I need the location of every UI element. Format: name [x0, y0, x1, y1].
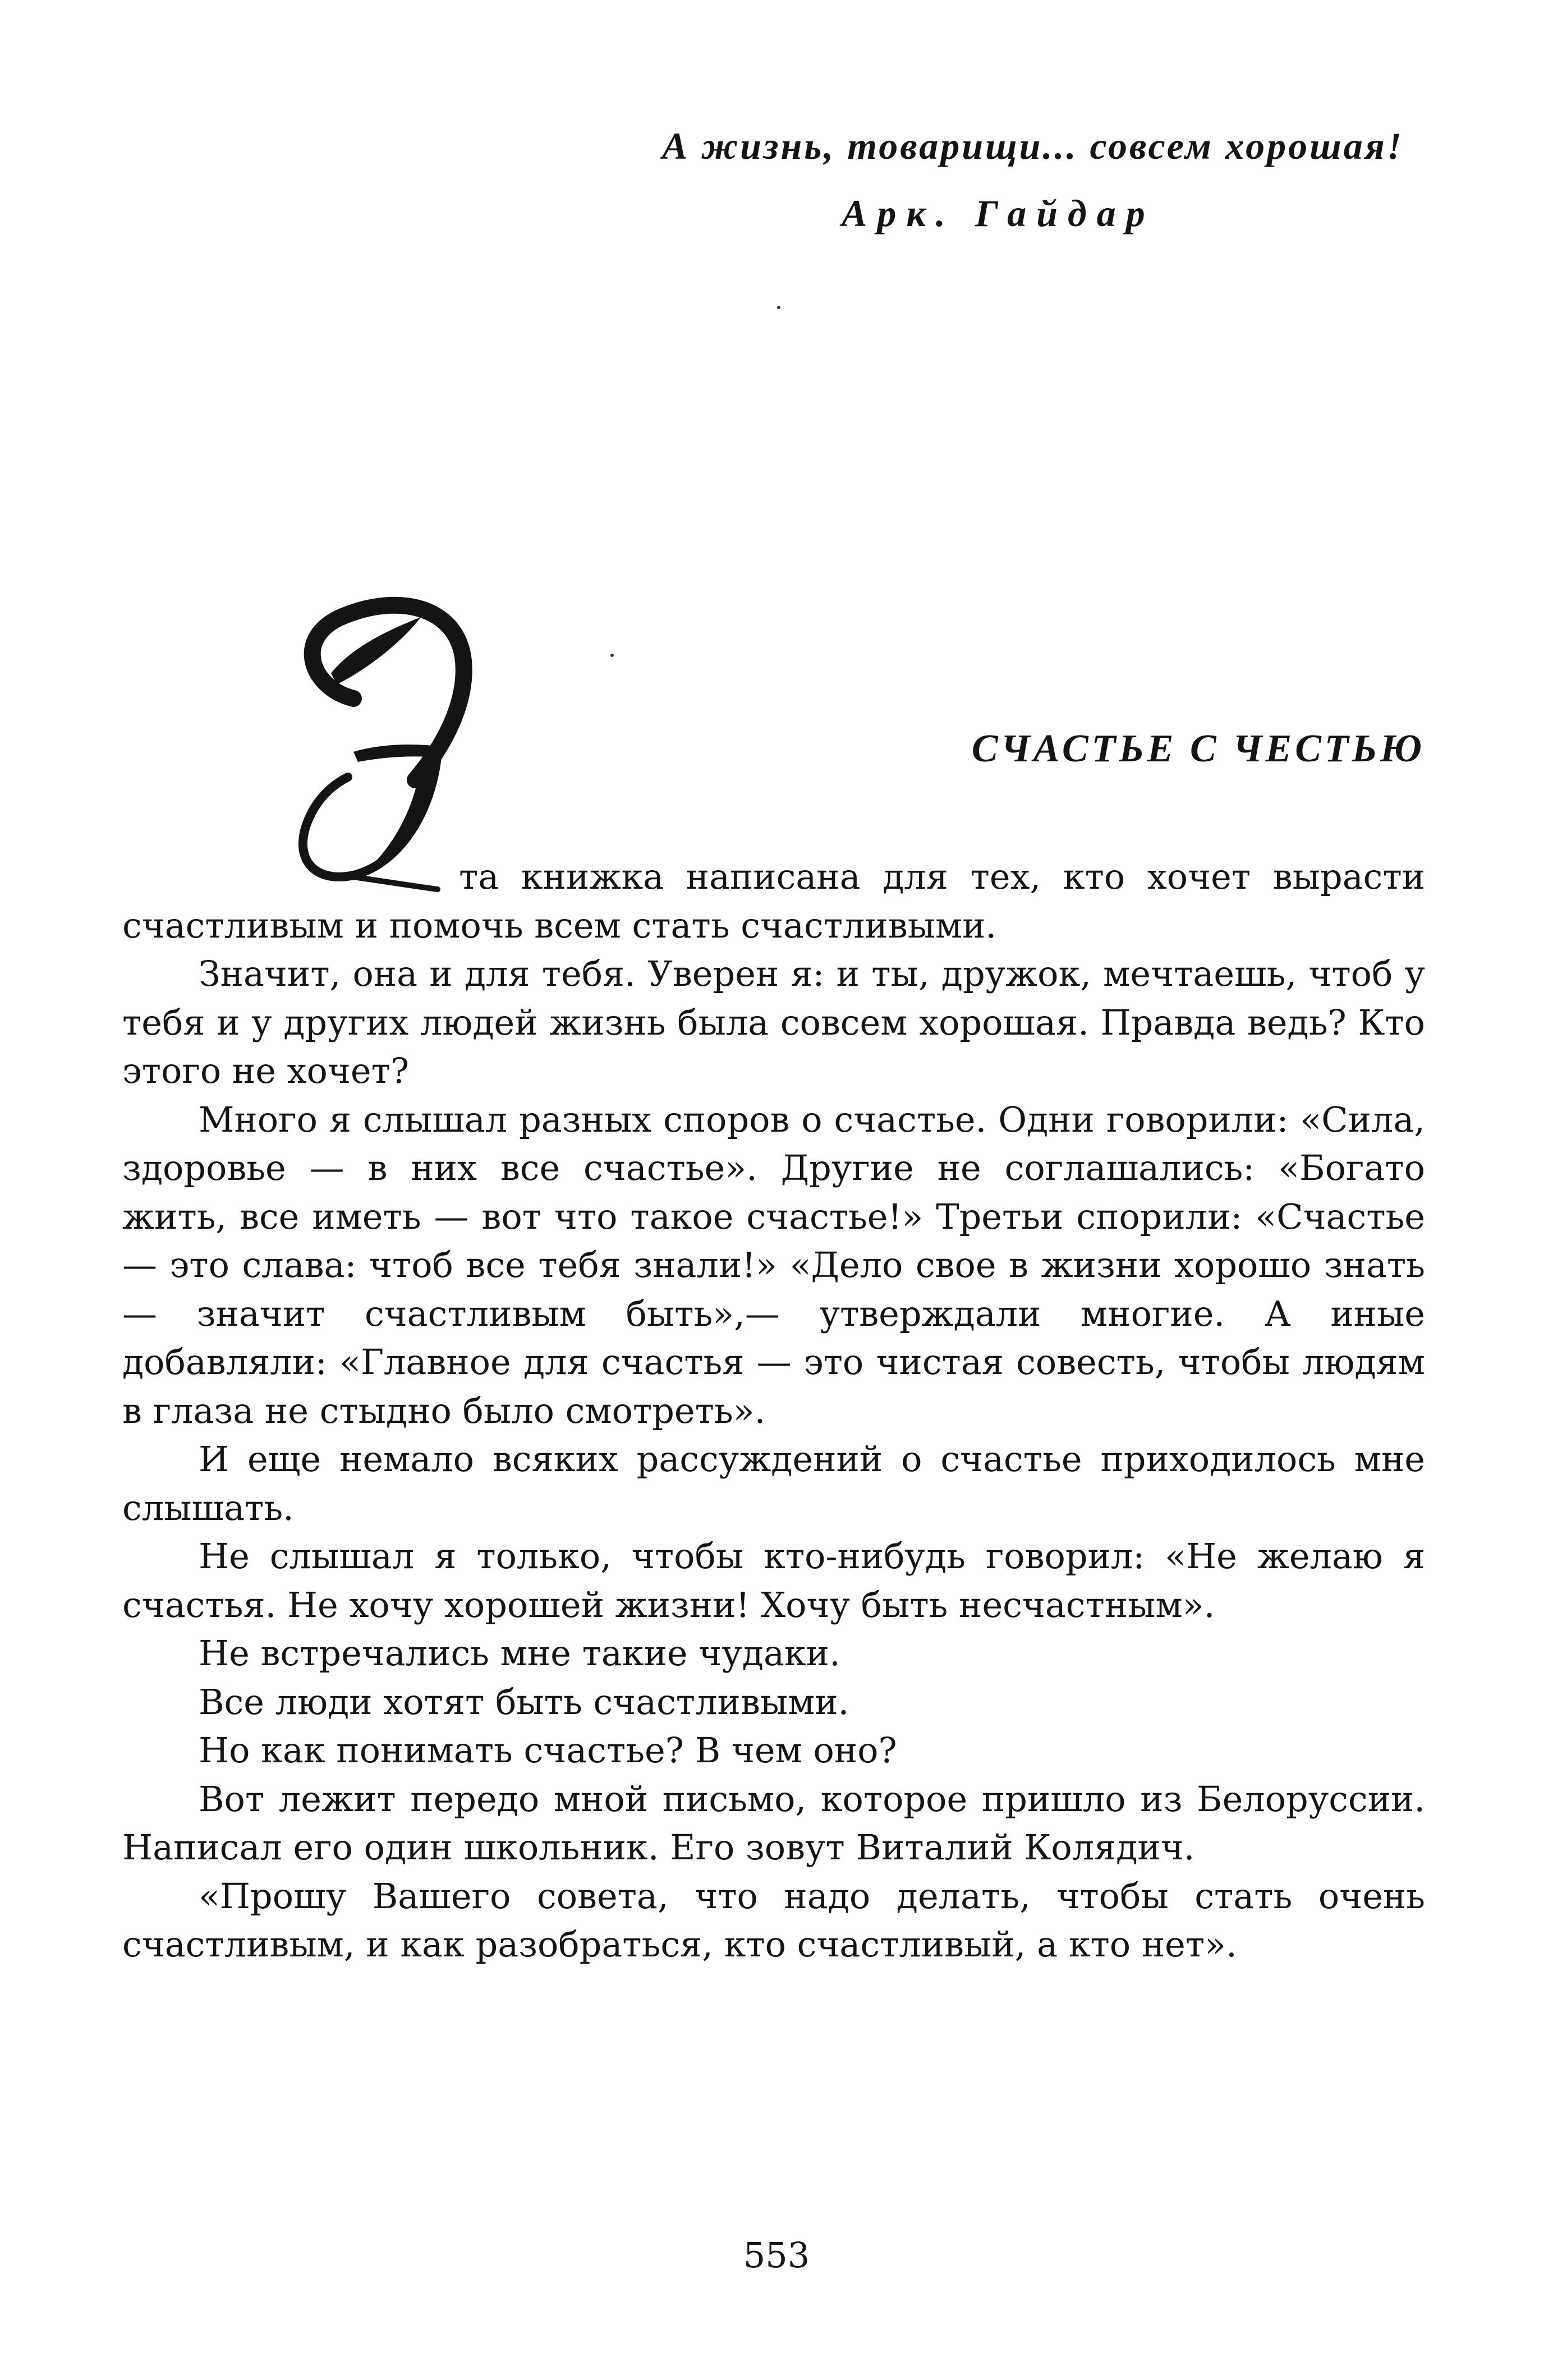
epigraph-author: Арк. Гайдар [842, 192, 1155, 235]
paragraph: «Прошу Вашего совета, что надо делать, чтобы стать очень счастливым, и как разобраться, кто счастливый, а кто нет». [122, 1875, 1425, 1965]
paragraph: Много я слышал разных споров о счастье. Одни говорили: «Сила, здоровье — в них все счастье». Другие не соглашались: «Богато жить, все иметь — вот что такое счастье!» Третьи спорили: «Счастье — это слава: чтоб все тебя знали!» «Дело свое в жизни хорошо знать — значит счастливым быть»,— утверждали многие. А иные добавляли: «Главное для счастья — это чистая совесть, чтобы людям в глаза не стыдно было смотреть». [122, 1099, 1425, 1431]
stray-dot [610, 654, 614, 657]
body-text [122, 853, 1425, 1969]
paragraph: Вот лежит передо мной письмо, которое пришло из Белоруссии. Написал его один школьник. Его зовут Виталий Колядич. [122, 1778, 1425, 1868]
dropcap-letter [269, 583, 505, 898]
page-number: 553 [743, 2235, 810, 2276]
paragraph: И еще немало всяких рассуждений о счастье приходилось мне слышать. [122, 1439, 1425, 1528]
paragraph-text: та книжка написана для тех, кто хочет вырасти счастливым и помочь всем стать счастливыми. [122, 856, 1425, 946]
epigraph [662, 112, 1448, 247]
paragraph: Значит, она и для тебя. Уверен я: и ты, дружок, мечтаешь, чтоб у тебя и у других людей жизнь была совсем хорошая. Правда ведь? Кто этого не хочет? [122, 953, 1425, 1091]
dropcap-glyph-icon [269, 583, 505, 898]
paragraph: Все люди хотят быть счастливыми. [199, 1681, 849, 1722]
chapter-title: СЧАСТЬЕ С ЧЕСТЬЮ [971, 727, 1425, 770]
paragraph: Но как понимать счастье? В чем оно? [199, 1730, 897, 1771]
paragraph: Не слышал я только, чтобы кто-нибудь говорил: «Не желаю я счастья. Не хочу хорошей жизни! Хочу быть несчастным». [122, 1536, 1425, 1625]
stray-dot [777, 306, 780, 309]
paragraph [122, 853, 1425, 950]
epigraph-quote: А жизнь, товарищи... совсем хорошая! [662, 125, 1404, 167]
paragraph: Не встречались мне такие чудаки. [199, 1633, 840, 1674]
